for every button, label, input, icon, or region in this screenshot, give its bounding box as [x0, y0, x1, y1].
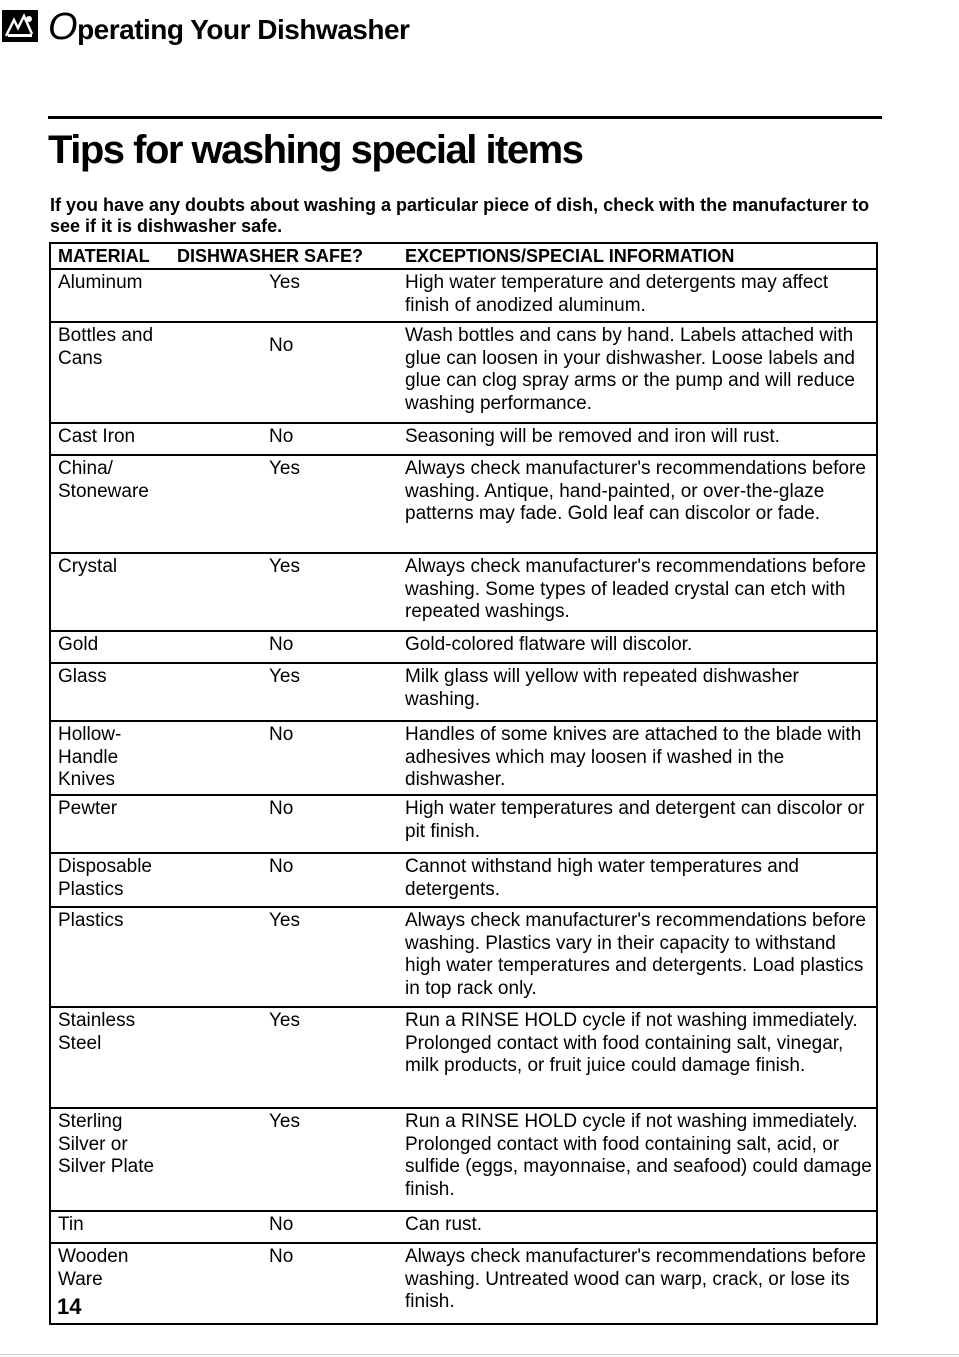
page-header: [0, 0, 959, 48]
dishwasher-safe-cell: No: [269, 335, 294, 356]
page-edge-line: [0, 1354, 959, 1355]
header-dishwasher-safe: DISHWASHER SAFE?: [177, 246, 364, 266]
table-row: [51, 1212, 876, 1244]
dishwasher-safe-cell: Yes: [269, 272, 300, 293]
table-row: [51, 854, 876, 908]
section-intro: If you have any doubts about washing a particular piece of dish, check with the manufacturer to see if it is dishwasher safe.: [50, 195, 870, 236]
dishwasher-safe-cell: Yes: [269, 1111, 300, 1132]
table-row: [51, 796, 876, 854]
special-info-cell: Cannot withstand high water temperatures and detergents.: [405, 856, 799, 900]
special-info-cell: Always check manufacturer's recommendations before washing. Antique, hand-painted, or over-the-glaze patterns may fade. Gold leaf can discolor or fade.: [405, 458, 866, 524]
special-info-cell: Milk glass will yellow with repeated dishwasher washing.: [405, 666, 799, 710]
table-body: [51, 270, 876, 1323]
material-cell: Hollow-Handle Knives: [58, 724, 122, 790]
header-title-rest: perating Your Dishwasher: [77, 14, 410, 45]
dishwasher-safe-cell: Yes: [269, 458, 300, 479]
materials-table: [49, 242, 878, 1325]
dishwasher-safe-cell: No: [269, 724, 294, 745]
dishwasher-safe-cell: No: [269, 1246, 294, 1267]
dishwasher-safe-cell: No: [269, 426, 294, 447]
kitchen-logo-icon: [2, 10, 38, 42]
special-info-cell: Seasoning will be removed and iron will rust.: [405, 426, 780, 447]
material-cell: Crystal: [58, 556, 118, 577]
material-cell: Tin: [58, 1214, 84, 1235]
dishwasher-safe-cell: No: [269, 634, 294, 655]
special-info-cell: Always check manufacturer's recommendations before washing. Untreated wood can warp, crack, or lose its finish.: [405, 1246, 866, 1312]
special-info-cell: High water temperatures and detergent can discolor or pit finish.: [405, 798, 865, 842]
dishwasher-safe-cell: No: [269, 1214, 294, 1235]
material-cell: Sterling Silver or Silver Plate: [58, 1111, 155, 1177]
dishwasher-safe-cell: Yes: [269, 910, 300, 931]
special-info-cell: Wash bottles and cans by hand. Labels attached with glue can loosen in your dishwasher. Loose labels and glue can clog spray arms or the pump and will reduce washing performance.: [405, 325, 855, 414]
table-row: [51, 722, 876, 796]
header-material: MATERIAL: [58, 246, 150, 266]
material-cell: Cast Iron: [58, 426, 136, 447]
special-info-cell: Always check manufacturer's recommendations before washing. Some types of leaded crystal can etch with repeated washings.: [405, 556, 866, 622]
material-cell: Plastics: [58, 910, 124, 931]
page-number: 14: [57, 1294, 82, 1319]
dishwasher-safe-cell: Yes: [269, 666, 300, 687]
table-row: [51, 1008, 876, 1109]
special-info-cell: Run a RINSE HOLD cycle if not washing immediately. Prolonged contact with food containing salt, vinegar, milk products, or fruit juice could damage finish.: [405, 1010, 858, 1076]
material-cell: Gold: [58, 634, 99, 655]
header-title: [48, 6, 409, 49]
special-info-cell: Handles of some knives are attached to the blade with adhesives which may loosen if washed in the dishwasher.: [405, 724, 862, 790]
table-row: [51, 270, 876, 323]
special-info-cell: Gold-colored flatware will discolor.: [405, 634, 693, 655]
special-info-cell: Always check manufacturer's recommendations before washing. Plastics vary in their capacity to withstand high water temperatures and detergents. Load plastics in top rack only.: [405, 910, 866, 999]
dishwasher-safe-cell: No: [269, 798, 294, 819]
dishwasher-safe-cell: No: [269, 856, 294, 877]
table-row: [51, 908, 876, 1008]
material-cell: Stainless Steel: [58, 1010, 136, 1054]
header-title-initial: O: [48, 6, 78, 48]
table-row: [51, 1109, 876, 1212]
dishwasher-safe-cell: Yes: [269, 556, 300, 577]
material-cell: Disposable Plastics: [58, 856, 152, 900]
table-row: [51, 664, 876, 722]
material-cell: China/ Stoneware: [58, 458, 149, 502]
table-row: [51, 456, 876, 554]
table-row: [51, 554, 876, 632]
section-title: Tips for washing special items: [48, 128, 583, 172]
table-row: [51, 323, 876, 424]
material-cell: Glass: [58, 666, 107, 687]
table-row: [51, 1244, 876, 1323]
table-header: [51, 244, 876, 270]
dishwasher-safe-cell: Yes: [269, 1010, 300, 1031]
section-divider: [48, 116, 882, 119]
material-cell: Bottles and Cans: [58, 325, 154, 369]
special-info-cell: Run a RINSE HOLD cycle if not washing immediately. Prolonged contact with food containing salt, acid, or sulfide (eggs, mayonnaise, and seafood) could damage finish.: [405, 1111, 872, 1200]
table-row: [51, 632, 876, 664]
header-exceptions: EXCEPTIONS/SPECIAL INFORMATION: [405, 246, 735, 266]
special-info-cell: Can rust.: [405, 1214, 483, 1235]
material-cell: Wooden Ware: [58, 1246, 129, 1290]
table-row: [51, 424, 876, 456]
material-cell: Aluminum: [58, 272, 143, 293]
material-cell: Pewter: [58, 798, 118, 819]
special-info-cell: High water temperature and detergents may affect finish of anodized aluminum.: [405, 272, 829, 316]
